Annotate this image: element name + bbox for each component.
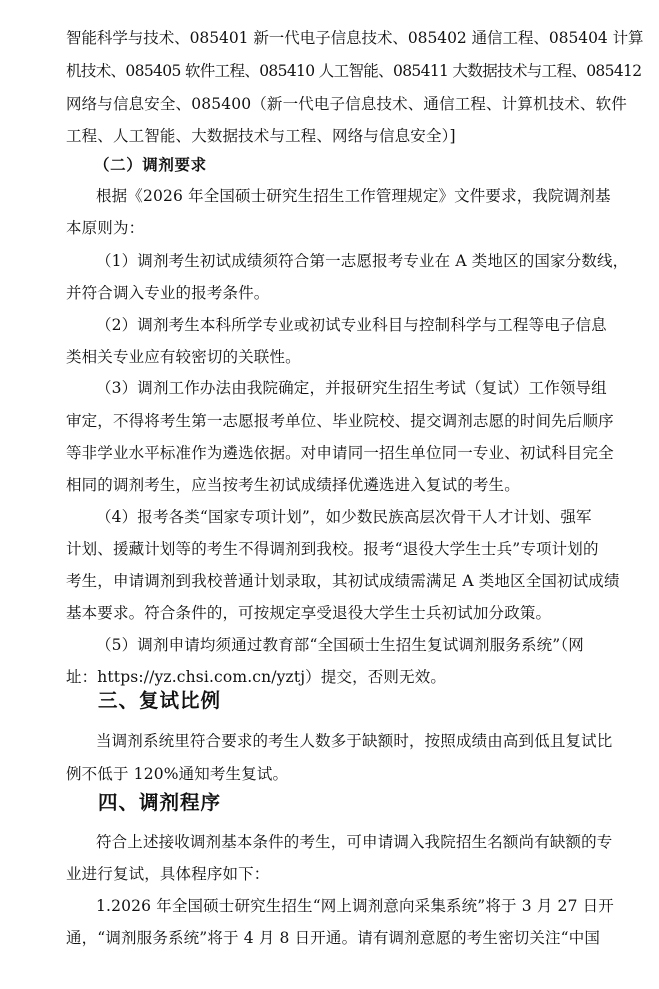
section-heading-adjustment-requirements: （二）调剂要求: [94, 156, 207, 174]
text-line: 址：https://yz.chsi.com.cn/yztj）提交，否则无效。: [66, 668, 447, 686]
text-line: 根据《2026 年全国硕士研究生招生工作管理规定》文件要求，我院调剂基: [96, 187, 611, 205]
text-line: 通，“调剂服务系统”将于 4 月 8 日开通。请有调剂意愿的考生密切关注“中国: [66, 929, 601, 947]
text-line: 基本要求。符合条件的，可按规定享受退役大学生士兵初试加分政策。: [66, 604, 552, 622]
text-line: 等非学业水平标准作为遴选依据。对申请同一招生单位同一专业、初试科目完全: [66, 444, 614, 462]
text-line: （3）调剂工作办法由我院确定，并报研究生招生考试（复试）工作领导组: [96, 379, 607, 397]
text-line: （1）调剂考生初试成绩须符合第一志愿报考专业在 A 类地区的国家分数线，: [96, 252, 629, 270]
text-line: 并符合调入专业的报考条件。: [66, 284, 270, 302]
text-line: 类相关专业应有较密切的关联性。: [66, 348, 301, 366]
text-line: 计划、援藏计划等的考生不得调剂到我校。报考“退役大学生士兵”专项计划的: [66, 540, 599, 558]
section-heading-retest-ratio: 三、复试比例: [98, 689, 222, 712]
text-line: 例不低于 120%通知考生复试。: [66, 765, 289, 783]
section-heading-adjustment-procedure: 四、调剂程序: [98, 791, 222, 814]
text-line: 审定，不得将考生第一志愿报考单位、毕业院校、提交调剂志愿的时间先后顺序: [66, 412, 614, 430]
text-line: （2）调剂考生本科所学专业或初试专业科目与控制科学与工程等电子信息: [96, 316, 607, 334]
text-line: 考生，申请调剂到我校普通计划录取，其初试成绩需满足 A 类地区全国初试成绩: [66, 572, 620, 590]
text-line: 机技术、085405 软件工程、085410 人工智能、085411 大数据技术与工程、085412: [66, 62, 642, 80]
text-line: 业进行复试，具体程序如下：: [66, 865, 270, 883]
text-line: 符合上述接收调剂基本条件的考生，可申请调入我院招生名额尚有缺额的专: [96, 833, 613, 851]
text-line: 1.2026 年全国硕士研究生招生“网上调剂意向采集系统”将于 3 月 27 日开: [96, 897, 614, 915]
text-line: 工程、人工智能、大数据技术与工程、网络与信息安全）]: [66, 127, 456, 145]
text-line: （5）调剂申请均须通过教育部“全国硕士生招生复试调剂服务系统”（网: [96, 636, 584, 654]
text-line: 本原则为：: [66, 219, 145, 237]
text-line: 智能科学与技术、085401 新一代电子信息技术、085402 通信工程、085404 计算: [66, 29, 644, 47]
text-line: 相同的调剂考生，应当按考生初试成绩择优遴选进入复试的考生。: [66, 476, 520, 494]
text-line: （4）报考各类“国家专项计划”，如少数民族高层次骨干人才计划、强军: [96, 508, 592, 526]
text-line: 网络与信息安全、085400（新一代电子信息技术、通信工程、计算机技术、软件: [66, 95, 627, 113]
text-line: 当调剂系统里符合要求的考生人数多于缺额时，按照成绩由高到低且复试比: [96, 732, 613, 750]
